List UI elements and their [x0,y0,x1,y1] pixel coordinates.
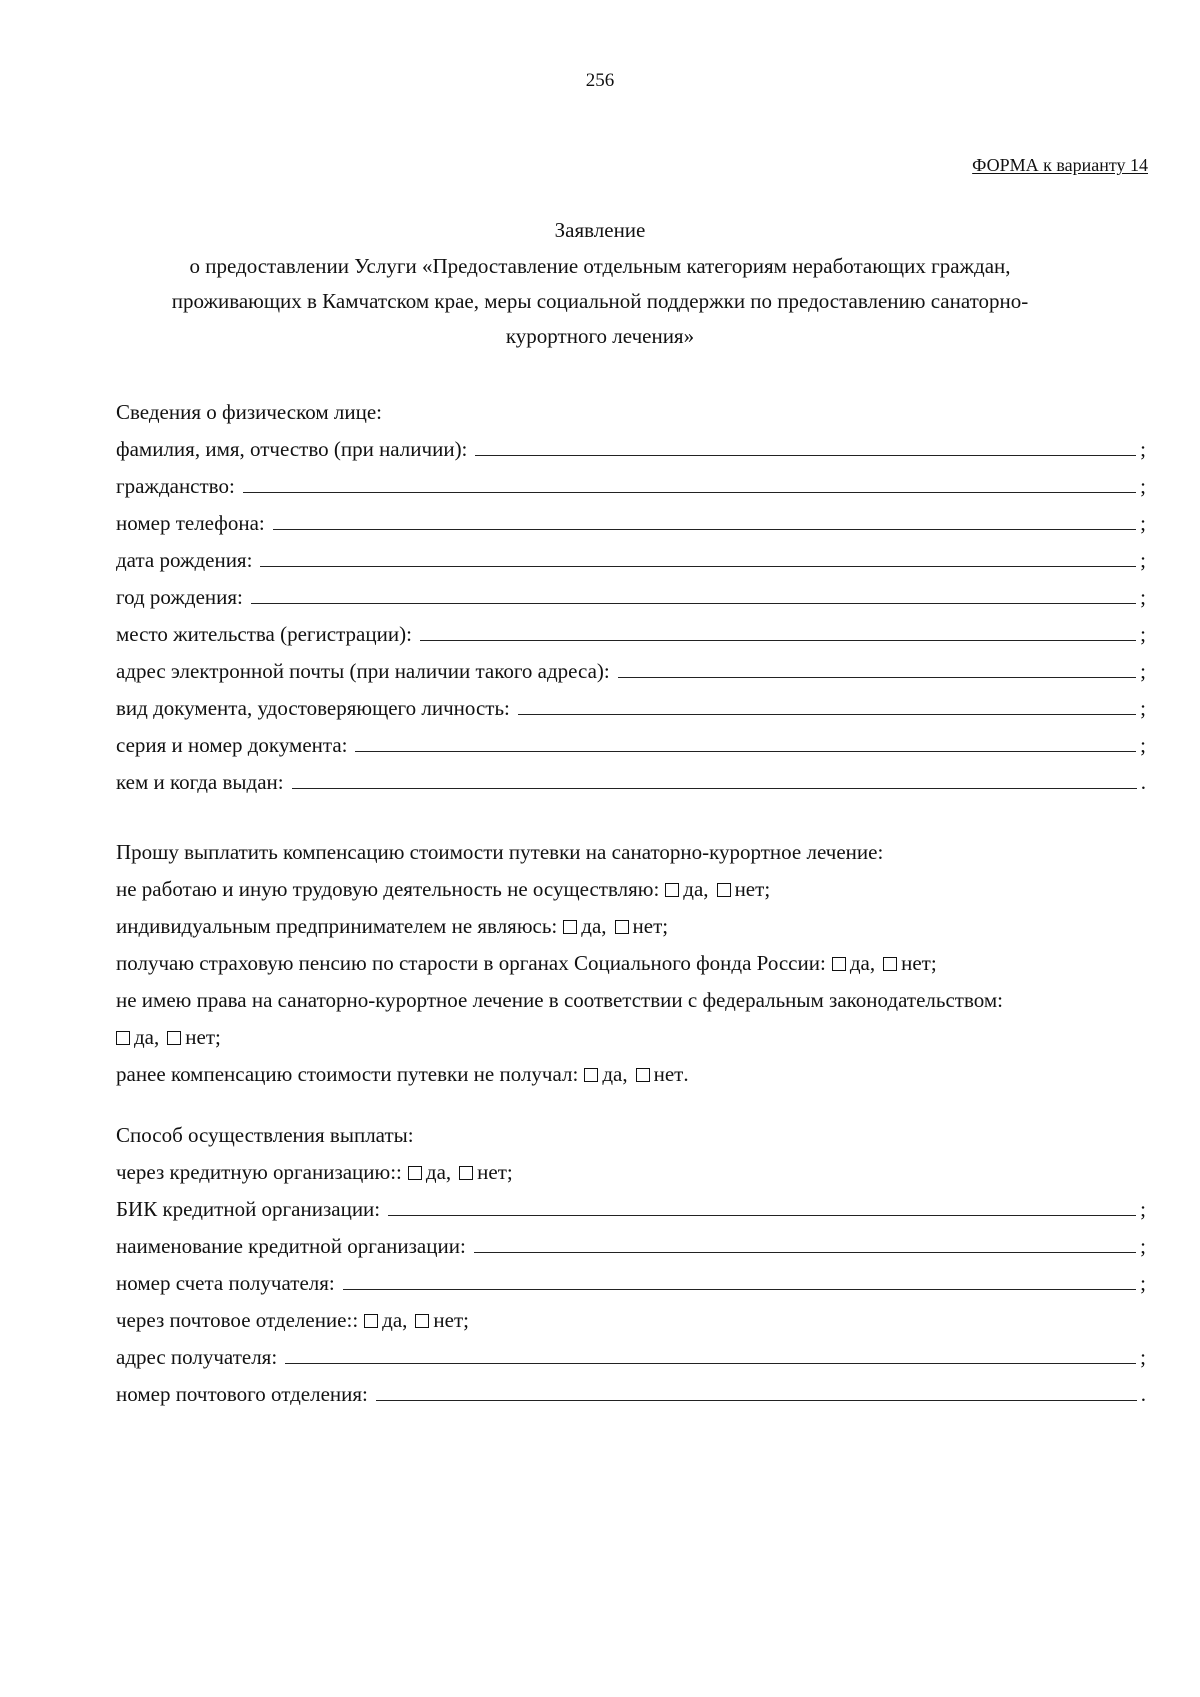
line-end-mark: ; [506,1160,513,1184]
field-label: гражданство: [116,474,235,498]
checkbox-yes[interactable] [116,1031,130,1045]
field-citizenship [116,468,1146,505]
field-label: адрес получателя: [116,1345,278,1369]
checkbox-no[interactable] [415,1314,429,1328]
field-recipient-address [116,1339,1146,1376]
line-end-mark: ; [662,914,669,938]
question-no-federal-right: не имею права на санаторно-курортное лечение в соответствии с федеральным законодательством: [116,988,1003,1012]
full-name-input[interactable] [475,431,1136,456]
field-end-mark: . [1140,1382,1146,1406]
yes-label: да, [425,1160,452,1184]
question-not-received-before [116,1056,1146,1093]
checkbox-no[interactable] [883,957,897,971]
payment-option-post [116,1302,1146,1339]
field-id-document-type [116,690,1146,727]
field-end-mark: ; [1140,1234,1146,1258]
question-text: индивидуальным предпринимателем не являюсь: [116,914,558,938]
field-account-number [116,1265,1146,1302]
field-full-name [116,431,1146,468]
field-label: фамилия, имя, отчество (при наличии): [116,437,468,461]
issued-by-input[interactable] [292,764,1137,789]
field-label: вид документа, удостоверяющего личность: [116,696,510,720]
post-office-number-input[interactable] [376,1376,1137,1401]
field-end-mark: . [1140,770,1146,794]
payment-section [116,1117,1146,1413]
line-end-mark: . [683,1062,689,1086]
question-no-federal-right-options [116,1019,1146,1056]
question-text: ранее компенсацию стоимости путевки не получал: [116,1062,579,1086]
line-end-mark: ; [463,1308,470,1332]
title-subtitle-line: проживающих в Камчатском крае, меры социальной поддержки по предоставлению санаторно- [171,289,1029,313]
checkbox-no[interactable] [615,920,629,934]
birth-year-input[interactable] [251,579,1136,604]
field-label: кем и когда выдан: [116,770,284,794]
compensation-heading: Прошу выплатить компенсацию стоимости путевки на санаторно-курортное лечение: [116,840,884,864]
account-number-input[interactable] [343,1265,1136,1290]
payment-heading: Способ осуществления выплаты: [116,1123,414,1147]
no-label: нет [185,1025,216,1049]
yes-label: да, [382,1308,408,1332]
field-end-mark: ; [1140,1271,1146,1295]
phone-input[interactable] [273,505,1136,530]
recipient-address-input[interactable] [285,1339,1136,1364]
yes-label: да, [581,914,607,938]
payment-option-bank [116,1154,1146,1191]
option-text: через кредитную организацию:: [116,1160,402,1184]
compensation-section [116,834,1146,1093]
question-pension [116,945,1146,982]
field-label: место жительства (регистрации): [116,622,412,646]
field-post-office-number [116,1376,1146,1413]
checkbox-no[interactable] [636,1068,650,1082]
field-label: номер счета получателя: [116,1271,335,1295]
id-document-type-input[interactable] [518,690,1136,715]
question-not-working [116,871,1146,908]
no-label: нет [653,1062,684,1086]
field-end-mark: ; [1140,1345,1146,1369]
checkbox-yes[interactable] [665,883,679,897]
document-title [100,213,1100,354]
email-input[interactable] [618,653,1136,678]
checkbox-no[interactable] [167,1031,181,1045]
field-phone [116,505,1146,542]
field-end-mark: ; [1140,437,1146,461]
question-not-entrepreneur [116,908,1146,945]
field-issued-by [116,764,1146,801]
field-birth-year [116,579,1146,616]
yes-label: да, [849,951,876,975]
field-document-number [116,727,1146,764]
field-label: серия и номер документа: [116,733,348,757]
checkbox-yes[interactable] [563,920,577,934]
document-number-input[interactable] [355,727,1136,752]
title-subtitle-line: о предоставлении Услуги «Предоставление отдельным категориям неработающих граждан, [189,254,1011,278]
field-label: номер телефона: [116,511,265,535]
field-label: дата рождения: [116,548,253,572]
bank-name-input[interactable] [474,1228,1136,1253]
line-end-mark: ; [930,951,937,975]
option-text: через почтовое отделение:: [116,1308,359,1332]
no-label: нет [632,914,663,938]
checkbox-no[interactable] [717,883,731,897]
field-end-mark: ; [1140,585,1146,609]
field-end-mark: ; [1140,1197,1146,1221]
line-end-mark: ; [764,877,771,901]
checkbox-no[interactable] [459,1166,473,1180]
question-text: не работаю и иную трудовую деятельность не осуществляю: [116,877,660,901]
checkbox-yes[interactable] [584,1068,598,1082]
field-label: год рождения: [116,585,243,609]
field-label: БИК кредитной организации: [116,1197,381,1221]
yes-label: да, [683,877,709,901]
personal-info-heading: Сведения о физическом лице: [116,400,382,424]
field-label: наименование кредитной организации: [116,1234,466,1258]
form-reference: ФОРМА к варианту 14 [972,155,1148,175]
page-number: 256 [585,70,615,91]
title-subtitle-line: курортного лечения» [505,324,695,348]
checkbox-yes[interactable] [408,1166,422,1180]
yes-label: да, [134,1025,160,1049]
bank-bik-input[interactable] [388,1191,1136,1216]
no-label: нет [433,1308,464,1332]
field-residence [116,616,1146,653]
field-birth-date [116,542,1146,579]
no-label: нет [477,1160,507,1184]
field-end-mark: ; [1140,548,1146,572]
line-end-mark: ; [215,1025,221,1049]
title-heading: Заявление [554,218,646,242]
question-text: получаю страховую пенсию по старости в органах Социального фонда России: [116,951,826,975]
no-label: нет [734,877,765,901]
checkbox-yes[interactable] [832,957,846,971]
field-end-mark: ; [1140,659,1146,683]
field-label: адрес электронной почты (при наличии такого адреса): [116,659,610,683]
no-label: нет [901,951,931,975]
field-bank-bik [116,1191,1146,1228]
field-label: номер почтового отделения: [116,1382,368,1406]
citizenship-input[interactable] [243,468,1136,493]
yes-label: да, [602,1062,628,1086]
field-email [116,653,1146,690]
field-end-mark: ; [1140,474,1146,498]
residence-input[interactable] [420,616,1136,641]
field-bank-name [116,1228,1146,1265]
personal-info-section [116,394,1146,801]
birth-date-input[interactable] [260,542,1136,567]
field-end-mark: ; [1140,733,1146,757]
field-end-mark: ; [1140,696,1146,720]
checkbox-yes[interactable] [364,1314,378,1328]
field-end-mark: ; [1140,511,1146,535]
field-end-mark: ; [1140,622,1146,646]
